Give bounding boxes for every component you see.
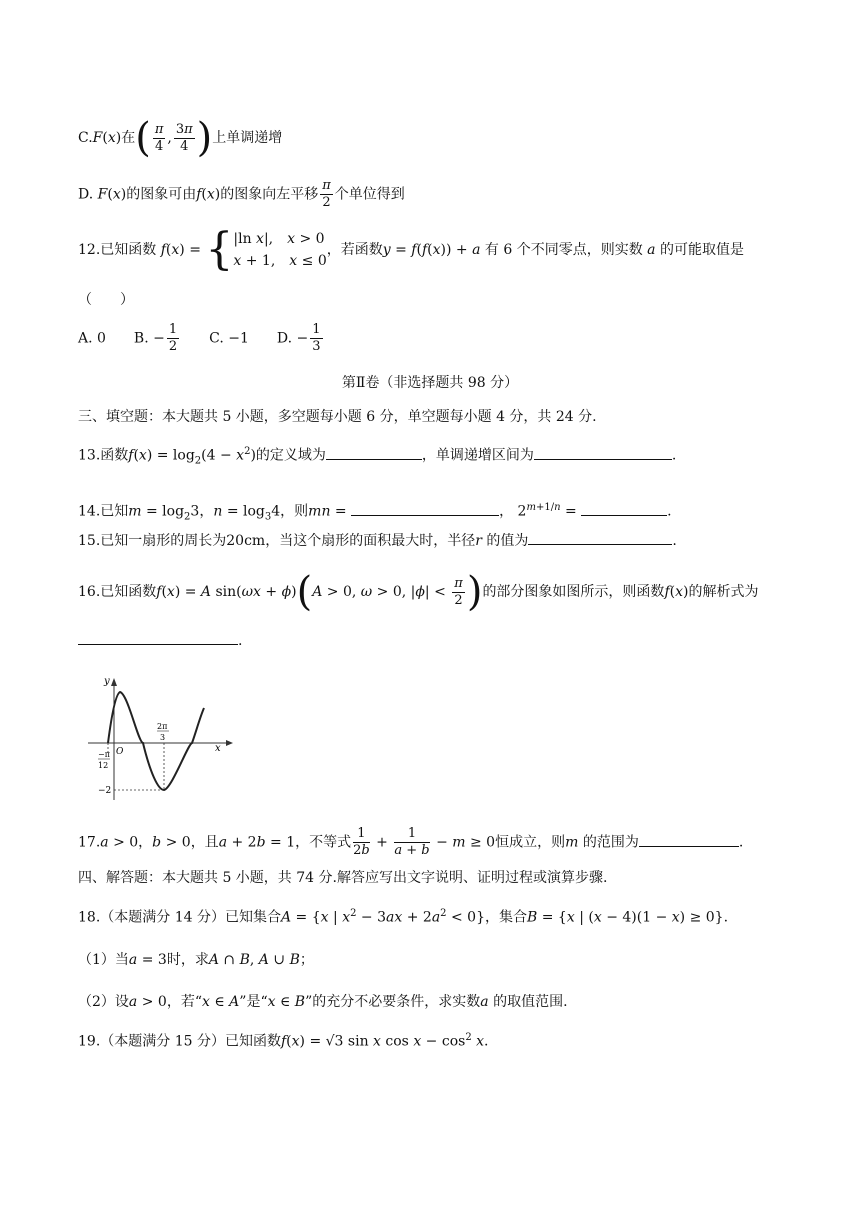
question-18-part-2: （2）设a > 0，若“x ∈ A”是“x ∈ B”的充分不必要条件，求实数a 的取值范围.: [78, 994, 568, 1010]
answer-blank[interactable]: [581, 501, 667, 516]
question-16: 16.已知函数f(x) = A sin(ωx + ϕ)(A > 0, ω > 0, |ϕ| < $\frac{\pi}{2}$ )的部分图象如图所示，则函数f(x)的解析式为: [78, 569, 759, 615]
option-d: D. F(x)的图象可由f(x)的图象向左平移 $\frac{\pi}{2}$ 个单位得到: [78, 178, 405, 210]
question-12: 12.已知函数 f(x) = { |ln x|, x > 0 x + 1, x ≤ 0 ，若函数y = f(f(x)) + a 有 6 个不同零点，则实数 a 的可能取值是: [78, 224, 744, 275]
question-19: 19.（本题满分 15 分）已知函数f(x) = √3 sin x $\cos x - \cos^2 x$.: [78, 1032, 489, 1050]
svg-text:3: 3: [160, 733, 166, 742]
sine-graph: [88, 672, 238, 802]
tick-right-label: 2π: [157, 722, 168, 731]
section-3-title: 三、填空题：本大题共 5 小题，多空题每小题 6 分，单空题每小题 4 分，共 24 分.: [78, 409, 597, 425]
question-13: 13.函数$f(x) = \log_2(4 - x^2)$的定义域为 ，单调递增区间为 .: [78, 446, 677, 467]
section-4-title: 四、解答题：本大题共 5 小题，共 74 分.解答应写出文字说明、证明过程或演算步骤.: [78, 870, 608, 886]
min-label: −2: [98, 786, 112, 796]
question-12-choices: A. 0 B. − $\frac{1}{2}$ C. −1 D. − $\frac{1}{3}$: [78, 322, 321, 354]
option-c: C.F(x)在( $\frac{\pi}{4}$ , $\frac{3\pi}{4}$ )上单调递增: [78, 115, 283, 161]
answer-blank[interactable]: [326, 445, 422, 460]
tick-left-label: −π: [98, 750, 110, 759]
y-axis-label: y: [104, 676, 110, 687]
answer-blank[interactable]: [534, 445, 672, 460]
question-17: 17.a > 0，b > 0，且a + 2b = 1，不等式 $\frac{1}{2b}$ + $\frac{1}{a + b}$ − m ≥ 0恒成立，则m 的范围为 .: [78, 826, 744, 858]
question-15: 15.已知一扇形的周长为20cm，当这个扇形的面积最大时，半径r 的值为 .: [78, 530, 677, 551]
question-16-blank: .: [78, 630, 242, 651]
section-2-title: 第Ⅱ卷（非选择题共 98 分）: [341, 375, 519, 391]
svg-text:12: 12: [98, 761, 109, 770]
origin-label: O: [116, 747, 124, 757]
question-18: 18.（本题满分 14 分）已知集合A = {x | $x^2 - 3ax + 2a^2 < 0$}，集合B = {x | (x − 4)(1 − x) ≥ 0}.: [78, 908, 729, 926]
answer-blank[interactable]: [78, 630, 238, 645]
question-18-part-1: （1）当a = 3时，求A ∩ B, A ∪ B；: [78, 952, 314, 968]
x-axis-label: x: [215, 743, 221, 754]
answer-blank[interactable]: [351, 501, 499, 516]
answer-blank[interactable]: [639, 832, 739, 847]
question-14: 14.已知$m = \log_23$，$n = \log_34$，则mn = ， $2^{m+1/n}$ = .: [78, 502, 672, 523]
question-12-paren: （ ）: [78, 292, 134, 308]
answer-blank[interactable]: [528, 530, 672, 545]
